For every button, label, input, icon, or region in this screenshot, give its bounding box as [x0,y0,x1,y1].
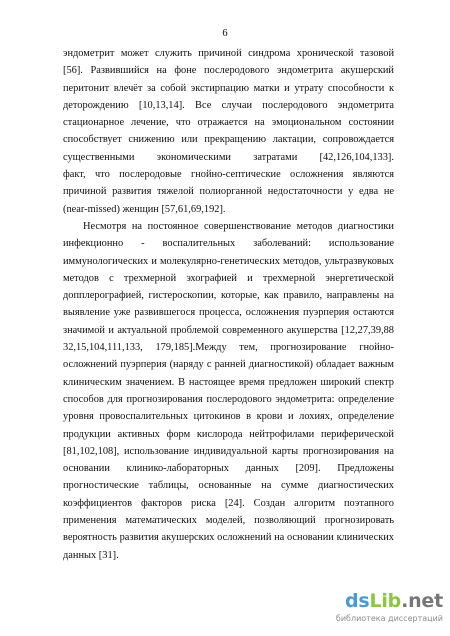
text-line: продукции активных форм кислорода нейтрофилами периферической [63,428,394,440]
body-text [63,45,394,564]
page-number: 6 [222,28,228,39]
watermark-logo-ds: ds [344,590,370,612]
text-line: способов для прогнозирования послеродового эндометрита: определение [63,393,394,405]
text-line: причиной развития тяжелой полиорганной недостаточности у едва не [63,186,394,198]
text-line: методов с трехмерной эхографией и трехмерной энергетической [63,272,394,284]
text-line: стационарное лечение, что отражается на эмоциональном состоянии [63,117,394,129]
text-line: коэффициентов факторов риска [24]. Создан алгоритм поэтапного [63,497,394,509]
text-line: перитонит влечёт за собой экстирпацию матки и утрату способности к [63,82,394,94]
text-line: прогностические таблицы, основанные на сумме диагностических [63,480,394,492]
text-line: факт, что послеродовые гнойно-септические осложнения являются [63,169,394,181]
text-line: вероятность развития акушерских осложнений на основании клинических [63,532,394,544]
text-line: допплерографией, гистероскопии, которые, как правило, направлены на [63,290,394,302]
text-line: применения математических моделей, позволяющий прогнозировать [63,515,394,527]
text-line: осложнений пуэрперия (наряду с ранней диагностикой) обладает важным [63,359,394,371]
watermark-logo-lib: Lib [369,590,402,612]
text-line: эндометрит может служить причиной синдрома хронической тазовой [63,48,394,59]
text-line: данных [31]. [63,549,119,561]
text-line: способствует снижению или прекращению лактации, сопровождается [63,134,394,146]
text-line: Несмотря на постоянное совершенствование методов диагностики [83,220,394,232]
text-line: [56]. Развившийся на фоне послеродового эндометрита акушерский [63,65,394,77]
text-line: значимой и актуальной проблемой современного акушерства [12,27,39,88 [63,324,394,336]
text-line: существенными экономическими затратами [42,126,104,133]. [63,151,394,163]
watermark-logo [345,590,443,612]
text-line: выявление уже развившегося процесса, осложнения пуэрперия остаются [63,307,394,319]
watermark-subtitle: библиотека диссертаций [335,614,443,623]
text-line: клиническим значением. В настоящее время предложен широкий спектр [63,376,394,388]
text-line: инфекционно - воспалительных заболеваний: использование [63,238,394,250]
text-line: уровня провоспалительных цитокинов в крови и лохиях, определение [63,411,394,423]
text-line: деторождению [10,13,14]. Все случаи послеродового эндометрита [63,99,394,111]
watermark-logo-net: .net [401,590,443,612]
watermark [335,590,443,630]
text-line: [81,102,108], использование индивидуальной карты прогнозирования на [63,445,394,457]
text-line: иммунологических и молекулярно-генетических методов, ультразвуковых [63,255,394,267]
text-line: 32,15,104,111,133, 179,185].Между тем, прогнозирование гнойно- [63,342,394,354]
text-line: основании клинико-лабораторных данных [209]. Предложены [63,463,394,475]
text-line: (near-missed) женщин [57,61,69,192]. [63,203,226,215]
